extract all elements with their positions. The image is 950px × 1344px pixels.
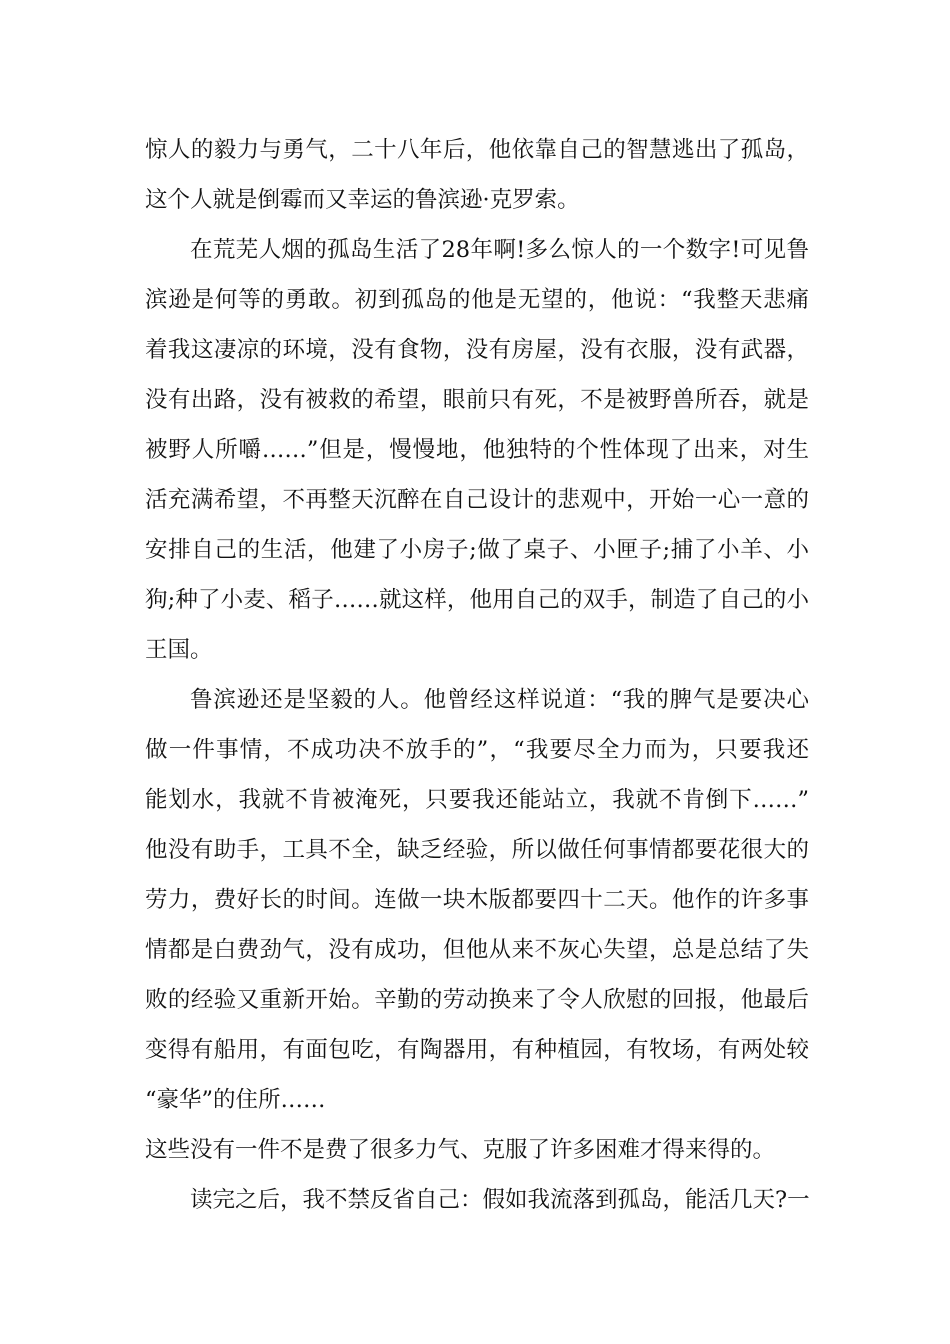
text-line: 狗;种了小麦、稻子……就这样，他用自己的双手，制造了自己的小 xyxy=(145,587,809,613)
text-line: 能划水，我就不肯被淹死，只要我还能站立，我就不肯倒下……” xyxy=(145,787,809,813)
text-line: 滨逊是何等的勇敢。初到孤岛的他是无望的，他说：“我整天悲痛 xyxy=(145,287,809,313)
text-line: 读完之后，我不禁反省自己：假如我流落到孤岛，能活几天?一 xyxy=(190,1187,810,1213)
text-line: 被野人所嚼……”但是，慢慢地，他独特的个性体现了出来，对生 xyxy=(145,437,809,463)
text-line: 着我这凄凉的环境，没有食物，没有房屋，没有衣服，没有武器， xyxy=(145,337,809,363)
text-line: 没有出路，没有被救的希望，眼前只有死，不是被野兽所吞，就是 xyxy=(145,387,809,413)
essay-body xyxy=(145,125,809,1225)
text-line: 情都是白费劲气，没有成功，但他从来不灰心失望，总是总结了失 xyxy=(145,937,809,963)
text-line: 劳力，费好长的时间。连做一块木版都要四十二天。他作的许多事 xyxy=(145,887,809,913)
text-line: 在荒芜人烟的孤岛生活了28年啊!多么惊人的一个数字!可见鲁 xyxy=(190,237,809,263)
text-line: 王国。 xyxy=(145,637,213,663)
text-line: 惊人的毅力与勇气，二十八年后，他依靠自己的智慧逃出了孤岛， xyxy=(145,137,809,163)
text-line: 这些没有一件不是费了很多力气、克服了许多困难才得来得的。 xyxy=(145,1137,776,1163)
text-line: 他没有助手，工具不全，缺乏经验，所以做任何事情都要花很大的 xyxy=(145,837,809,863)
text-line: 做一件事情，不成功决不放手的”，“我要尽全力而为，只要我还 xyxy=(145,737,809,763)
text-line: “豪华”的住所…… xyxy=(145,1087,326,1113)
text-line: 活充满希望，不再整天沉醉在自己设计的悲观中，开始一心一意的 xyxy=(145,487,809,513)
text-line: 这个人就是倒霉而又幸运的鲁滨逊·克罗索。 xyxy=(145,187,580,213)
text-line: 变得有船用，有面包吃，有陶器用，有种植园，有牧场，有两处较 xyxy=(145,1037,809,1063)
text-line: 鲁滨逊还是坚毅的人。他曾经这样说道：“我的脾气是要决心 xyxy=(190,687,809,713)
text-line: 败的经验又重新开始。辛勤的劳动换来了令人欣慰的回报，他最后 xyxy=(145,987,809,1013)
text-line: 安排自己的生活，他建了小房子;做了桌子、小匣子;捕了小羊、小 xyxy=(145,537,809,563)
